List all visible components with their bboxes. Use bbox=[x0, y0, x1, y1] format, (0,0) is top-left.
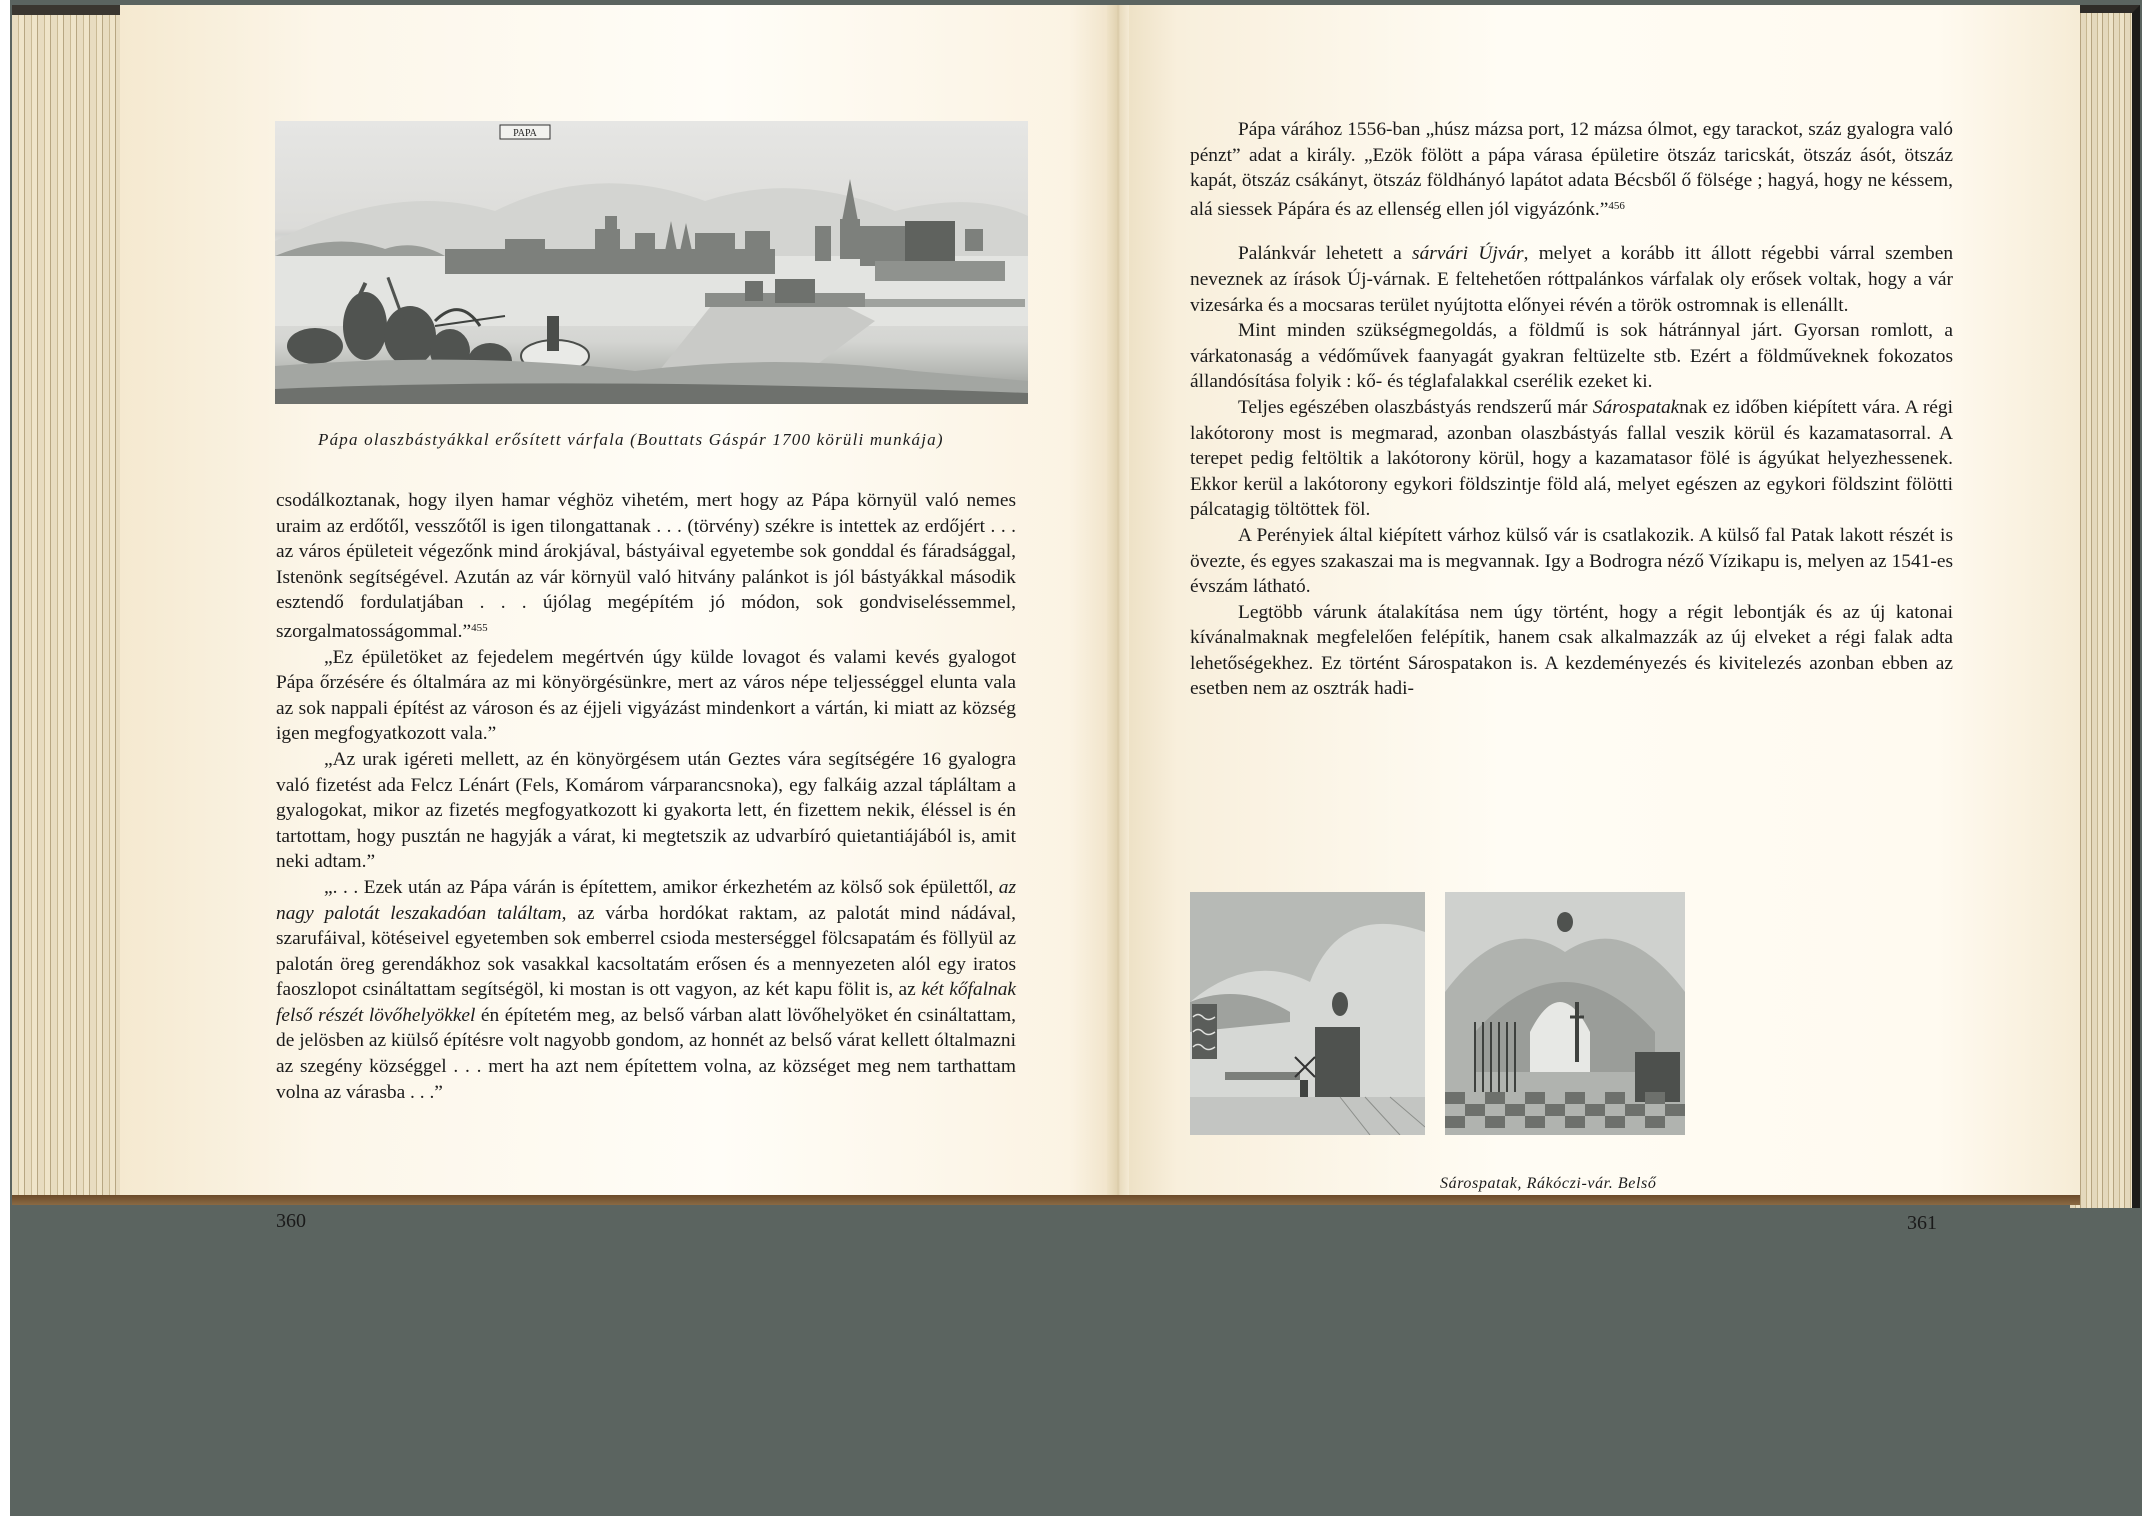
sarospatak-interior-photo-right bbox=[1445, 892, 1685, 1135]
italic-text: az nagy palotát leszakadóan találtam bbox=[276, 876, 1016, 924]
text-run: „Ez épületöket az fejedelem megértvén úgy külde lovagot és valami kevés gyalogot Pápa őrzésére és óltalmára az mi könyörgésünkre, mert az város népe teljességgel elunta vala az sok nappali építést az városon és az éjjeli vigyázást mindenkort a vártán, ki miatt az község igen megfogyatkozott vala.” bbox=[276, 646, 1016, 745]
vaulted-hall-image bbox=[1445, 892, 1685, 1135]
footnote-reference[interactable]: 456 bbox=[1608, 199, 1625, 212]
paragraph bbox=[276, 875, 1016, 1105]
sarospatak-interior-photo-left bbox=[1190, 892, 1425, 1135]
paragraph bbox=[1190, 600, 1953, 702]
right-page-edges bbox=[2070, 5, 2140, 1208]
text-run: Teljes egészében olaszbástyás rendszerű már bbox=[1238, 396, 1593, 418]
right-figure-caption: Sárospatak, Rákóczi-vár. Belső bbox=[1440, 1175, 1657, 1192]
book-gutter bbox=[1107, 5, 1129, 1195]
italic-text: két kőfalnak felső részét lövőhelyökkel bbox=[276, 979, 1017, 1026]
paragraph bbox=[276, 747, 1016, 875]
paragraph bbox=[276, 488, 1016, 645]
italic-text: Sárospatak bbox=[1592, 396, 1680, 418]
engraving-illustration bbox=[275, 121, 1028, 404]
text-run: A Perényiek által kiépített várhoz külső vár is csatlakozik. A külső fal Patak lakott részét is övezte, és egyes szakaszai ma is megvannak. Igy a Bodrogra néző Vízikapu is, melyen az 1541-es évszám látható. bbox=[1190, 524, 1953, 598]
right-page-body-text bbox=[1190, 117, 1953, 702]
paragraph bbox=[276, 645, 1016, 747]
text-run: , az várba hordókat raktam, az palotát mind nádával, szarufáival, kötéseivel egyetemben sok emberrel csioda mesterséggel fölcsapatám és föllyül az palotán öreg gerendákhoz sok vasakkal kacsoltatám erősen és a mennyezeten alól egy iratos faoszlopot csináltattam segítségöl, ki mostan is ott vagyon, az két kapu fölit is, az bbox=[276, 902, 1016, 1001]
right-page-number: 361 bbox=[1907, 1212, 1937, 1234]
text-run: én építetém meg, az belső várban alatt lövőhelyöket én csináltattam, de jelösben az kiülső építésre volt nagyobb gondom, az honnét az belső várat kellett óltalmazni az szegény községgel . . . mert ha azt nem építettem volna, az községet meg nem tarthattam volna az várasba . . .” bbox=[276, 1004, 1017, 1103]
text-run: Pápa várához 1556-ban „húsz mázsa port, 12 mázsa ólmot, egy tarackot, száz gyalogra való pénzt” adat a király. „Ezök fölött a pápa várasa épületire ötszáz taricskát, ötszáz ásót, ötszáz kapát, ötszáz csákányt, ötszáz földhányó lapátot adata Bécsből ő fölsége ; hagyá, hogy ne késsem, alá siessek Pápára és az ellenség ellen jól vigyázónk.” bbox=[1190, 119, 1953, 220]
left-page-body-text bbox=[276, 488, 1016, 1105]
text-run: Legtöbb várunk átalakítása nem úgy történt, hogy a régit lebontják és az új katonai kívánalmaknak megfelelően felépítik, hanem csak alkalmazzák az új elveket a régi falak adta lehetőségekhez. Ez történt Sárospatakon is. A kezdeményezés és kivitelezés azonban ebben az esetben nem az osztrák hadi- bbox=[1190, 601, 1953, 700]
text-run: , melyet a korább itt állott régebbi várral szemben neveznek az írások Új-várnak. E feltehetően róttpalánkos várfalak oly erősek voltak, hogy a vár vizesárka és a mocsaras terület nyújtotta előnyei révén a török ostromnak is ellenállt. bbox=[1190, 243, 1954, 316]
papa-engraving-figure bbox=[275, 121, 1028, 404]
text-run: Palánkvár lehetett a bbox=[1238, 243, 1413, 265]
book-bottom-edge bbox=[12, 1195, 2080, 1205]
text-run: „Az urak igéreti mellett, az én könyörgésem után Geztes vára segítségére 16 gyalogra való fizetést ada Felcz Lénárt (Fels, Komárom várparancsnoka), egy falkáig azzal tápláltam a gyalogokat, mikor az fizetés megfogyatkozott ki gyakorta lett, én fizettem nekik, éléssel is én tartottam, hogy pusztán ne hagyják a várat, ki megtetszik az udvarbíró quietantiájából is, amit neki adtam.” bbox=[276, 748, 1016, 873]
text-run: csodálkoztanak, hogy ilyen hamar véghöz vihetém, mert hogy az Pápa környül való nemes uraim az erdőtől, vesszőtől is igen tilongattanak . . . (törvény) székre is intettek az erdőjért . . . az város épületeit végezőnk mind árokjával, bástyáival egyetembe sok gonddal és fáradsággal, Istenönk segítségével. Azután az vár környül való hitvány palánkot is jól bástyákkal második esztendő fordulatjában . . . újólag megépítém jó módon, sok gondviseléssemmel, szorgalmatosságommal.” bbox=[276, 490, 1016, 642]
engraving-label: PAPA bbox=[513, 128, 537, 139]
paragraph bbox=[1190, 117, 1953, 222]
text-run: Mint minden szükségmegoldás, a földmű is sok hátránnyal járt. Gyorsan romlott, a várkatonaság a védőművek faanyagát gyakran feltüzelte stb. Ezért a földműveknek fokozatos állandósítása folyik : kő- és téglafalakkal cserélik ezeket ki. bbox=[1190, 320, 1953, 393]
text-run: nak ez időben kiépített vára. A régi lakótorony most is megmarad, azonban olaszbástyás fallal veszik körül és kazamatasorral. A terepet pedig feltöltik a lakótorony körül, hogy a kazamatasor fölé is ágyúkat helyezhessenek. Ekkor kerül a lakótorony egykori földszintje föld alá, melyet egészen az egykori földszint fölötti pálcatagig töltöttek föl. bbox=[1190, 396, 1953, 521]
paragraph bbox=[1190, 241, 1953, 318]
italic-text: sárvári Újvár bbox=[1412, 243, 1524, 265]
vaulted-room-image bbox=[1190, 892, 1425, 1135]
left-page-edges bbox=[12, 5, 120, 1205]
paragraph bbox=[1190, 523, 1953, 600]
left-page-number: 360 bbox=[276, 1210, 306, 1232]
left-figure-caption: Pápa olaszbástyákkal erősített várfala (Bouttats Gáspár 1700 körüli munkája) bbox=[318, 430, 944, 449]
footnote-reference[interactable]: 455 bbox=[471, 621, 488, 634]
paragraph bbox=[1190, 318, 1953, 395]
text-run: „. . . Ezek után az Pápa várán is építettem, amikor érkezhetém az kölső sok épülettől, bbox=[324, 876, 999, 898]
paragraph bbox=[1190, 395, 1953, 523]
